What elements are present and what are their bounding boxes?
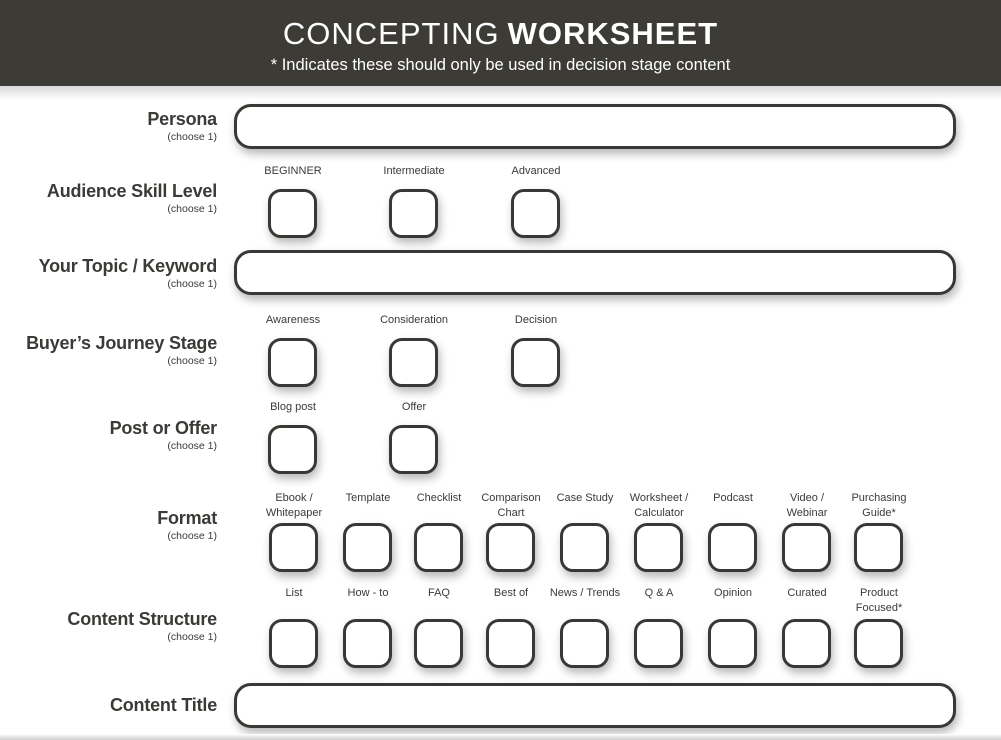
- format-option-label-line1: Purchasing: [851, 492, 907, 504]
- format-option-label-line2: Calculator: [634, 507, 684, 519]
- format-option-checkbox[interactable]: [269, 523, 318, 572]
- format-option-label: [834, 491, 924, 521]
- format-option-checkbox[interactable]: [414, 523, 463, 572]
- format-option-label-line1: Podcast: [713, 492, 753, 504]
- skill-option-label: Intermediate: [383, 165, 445, 177]
- format-option-checkbox[interactable]: [708, 523, 757, 572]
- structure-option-checkbox[interactable]: [269, 619, 318, 668]
- topic-note: (choose 1): [167, 278, 217, 290]
- journey-consideration-checkbox[interactable]: [389, 338, 438, 387]
- format-option-label-line2: Whitepaper: [265, 507, 323, 519]
- format-option-checkbox[interactable]: [634, 523, 683, 572]
- structure-label-group: [67, 608, 217, 644]
- structure-note: (choose 1): [167, 631, 217, 643]
- journey-option-label: Awareness: [265, 314, 321, 326]
- skill-intermediate-checkbox[interactable]: [389, 189, 438, 238]
- topic-keyword-input[interactable]: [234, 250, 956, 295]
- structure-option-checkbox[interactable]: [414, 619, 463, 668]
- format-option-checkbox[interactable]: [343, 523, 392, 572]
- persona-input[interactable]: [234, 104, 956, 149]
- post-offer-option-label: Blog post: [270, 401, 316, 413]
- structure-option-checkbox[interactable]: [634, 619, 683, 668]
- persona-label: Persona: [147, 109, 217, 129]
- structure-option-checkbox[interactable]: [854, 619, 903, 668]
- format-option-checkbox[interactable]: [854, 523, 903, 572]
- structure-option-checkbox[interactable]: [782, 619, 831, 668]
- post-offer-option-label: Offer: [401, 401, 427, 413]
- journey-awareness-checkbox[interactable]: [268, 338, 317, 387]
- skill-label: Audience Skill Level: [46, 181, 217, 201]
- structure-option-label-line1: Opinion: [714, 587, 752, 599]
- topic-label: Your Topic / Keyword: [38, 256, 217, 276]
- page-bottom-edge: [0, 734, 1001, 740]
- format-option-label-line1: Comparison: [481, 492, 541, 504]
- journey-option-label: Decision: [514, 314, 558, 326]
- skill-note: (choose 1): [167, 203, 217, 215]
- skill-label-group: [47, 180, 217, 216]
- structure-option-label-line1: News / Trends: [549, 587, 621, 599]
- format-option-label-line1: Template: [345, 492, 391, 504]
- header-shadow: [0, 86, 1001, 100]
- structure-option-checkbox[interactable]: [708, 619, 757, 668]
- persona-note: (choose 1): [167, 131, 217, 143]
- post-offer-label-group: [110, 417, 217, 453]
- structure-option-label: [834, 586, 924, 616]
- structure-option-label-line2: Focused*: [855, 602, 903, 614]
- format-label-group: [157, 507, 217, 543]
- skill-beginner-checkbox[interactable]: [268, 189, 317, 238]
- journey-decision-checkbox[interactable]: [511, 338, 560, 387]
- format-label: Format: [157, 508, 217, 528]
- format-option-checkbox[interactable]: [782, 523, 831, 572]
- structure-option-checkbox[interactable]: [560, 619, 609, 668]
- content-title-input[interactable]: [234, 683, 956, 728]
- structure-option-label-line1: Q & A: [644, 587, 674, 599]
- structure-label: Content Structure: [67, 609, 217, 629]
- content-title-label-group: [110, 694, 217, 716]
- structure-option-checkbox[interactable]: [486, 619, 535, 668]
- format-option-label-line1: Ebook /: [275, 492, 313, 504]
- offer-checkbox[interactable]: [389, 425, 438, 474]
- structure-option-label-line1: List: [285, 587, 303, 599]
- journey-note: (choose 1): [167, 355, 217, 367]
- journey-label-group: [26, 332, 217, 368]
- worksheet-title: [0, 14, 1001, 54]
- post-offer-note: (choose 1): [167, 440, 217, 452]
- title-light: CONCEPTING: [282, 16, 500, 51]
- worksheet-header: [0, 0, 1001, 86]
- format-option-checkbox[interactable]: [486, 523, 535, 572]
- structure-option-label-line1: Product: [860, 587, 898, 599]
- title-bold: WORKSHEET: [507, 16, 719, 51]
- format-option-label-line2: Chart: [497, 507, 525, 519]
- format-option-label-line1: Case Study: [556, 492, 614, 504]
- journey-label: Buyer’s Journey Stage: [26, 333, 217, 353]
- skill-option-label: Advanced: [511, 165, 561, 177]
- structure-option-label-line1: Best of: [493, 587, 529, 599]
- journey-option-label: Consideration: [380, 314, 448, 326]
- format-option-label-line1: Checklist: [416, 492, 462, 504]
- blog-post-checkbox[interactable]: [268, 425, 317, 474]
- format-option-label-line2: Guide*: [862, 507, 896, 519]
- structure-option-label-line1: FAQ: [427, 587, 450, 599]
- content-title-label: Content Title: [109, 695, 217, 715]
- post-offer-label: Post or Offer: [109, 418, 217, 438]
- format-option-label-line2: Webinar: [786, 507, 828, 519]
- worksheet-subtitle: * Indicates these should only be used in decision stage content: [270, 56, 731, 74]
- topic-label-group: [39, 255, 217, 291]
- skill-option-label: BEGINNER: [264, 165, 322, 177]
- structure-option-label-line1: Curated: [787, 587, 827, 599]
- structure-option-checkbox[interactable]: [343, 619, 392, 668]
- format-note: (choose 1): [167, 530, 217, 542]
- format-option-label-line1: Video /: [789, 492, 825, 504]
- skill-advanced-checkbox[interactable]: [511, 189, 560, 238]
- structure-option-label-line1: How - to: [347, 587, 389, 599]
- format-option-checkbox[interactable]: [560, 523, 609, 572]
- persona-label-group: [147, 108, 217, 144]
- format-option-label-line1: Worksheet /: [629, 492, 689, 504]
